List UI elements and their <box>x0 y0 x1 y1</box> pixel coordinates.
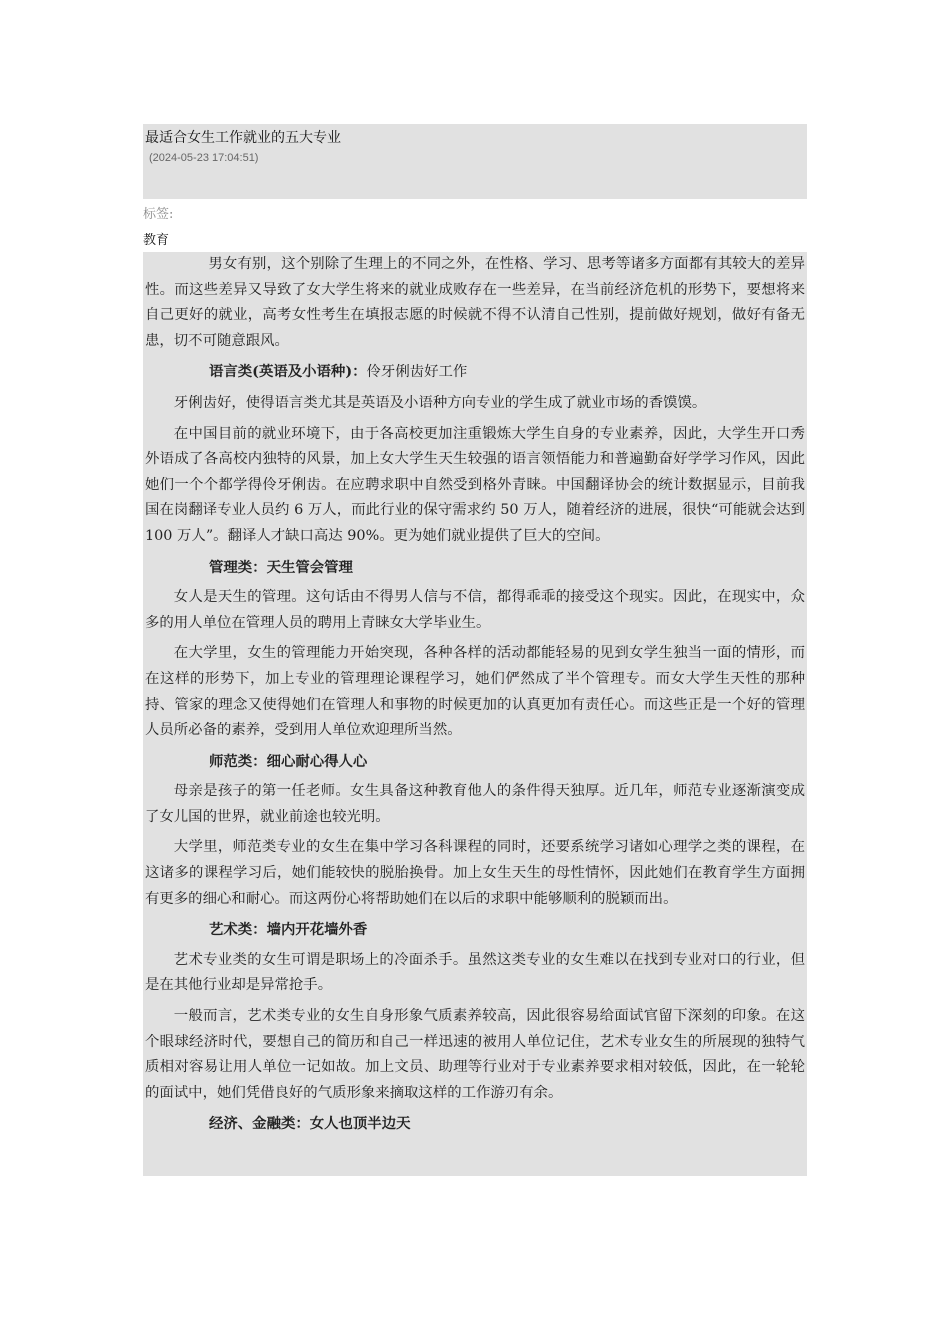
section-heading-management: 管理类：天生管会管理 <box>209 558 353 576</box>
section-heading-art: 艺术类：墙内开花墙外香 <box>209 921 368 939</box>
article-header <box>143 124 807 199</box>
tag-link[interactable]: 教育 <box>143 233 170 248</box>
section-heading-finance: 经济、金融类：女人也顶半边天 <box>209 1115 411 1133</box>
section-heading-text: 语言类(英语及小语种)： <box>209 363 367 381</box>
section-paragraph: 在大学里，女生的管理能力开始突现，各种各样的活动都能轻易的见到女学生独当一面的情形，而在这样的形势下，加上专业的管理理论课程学习，她们俨然成了半个管理专。而女大学生天性的那种持、管家的理念又使得她们在管理人和事物的时候更加的认真更加有责任心。而这些正是一个好的管理人员所必备的素养，受到用人单位欢迎理所当然。 <box>145 645 805 739</box>
article <box>143 124 807 1176</box>
section-paragraph: 牙俐齿好，使得语言类尤其是英语及小语种方向专业的学生成了就业市场的香馍馍。 <box>173 394 707 411</box>
section-heading-normal: 师范类：细心耐心得人心 <box>209 752 368 770</box>
section-paragraph: 母亲是孩子的第一任老师。女生具备这种教育他人的条件得天独厚。近几年，师范专业逐渐演变成了女儿国的世界，就业前途也较光明。 <box>145 783 805 825</box>
section-paragraph: 在中国目前的就业环境下，由于各高校更加注重锻炼大学生自身的专业素养，因此，大学生开口秀外语成了各高校内独特的风景，加上女大学生天生较强的语言领悟能力和普遍勤奋好学学习作风，因此她们一个个都学得伶牙俐齿。在应聘求职中自然受到格外青睐。中国翻译协会的统计数据显示，目前我国在岗翻译专业人员约 6 万人，而此行业的保守需求约 50 万人，随着经济的进展，很快“可能就会达到 100 万人”。翻译人才缺口高达 90%。更为她们就业提供了巨大的空间。 <box>145 425 805 544</box>
section-heading-sub: 伶牙俐齿好工作 <box>366 364 468 381</box>
article-date: (2024-05-23 17:04:51) <box>149 152 259 164</box>
section-paragraph: 一般而言，艺术类专业的女生自身形象气质素养较高，因此很容易给面试官留下深刻的印象。在这个眼球经济时代，要想自己的简历和自己一样迅速的被用人单位记住，艺术专业女生的所展现的独特气质相对容易让用人单位一记如故。加上文员、助理等行业对于专业素养要求相对较低，因此，在一轮轮的面试中，她们凭借良好的气质形象来摘取这样的工作游刃有余。 <box>145 1008 805 1101</box>
intro-paragraph: 男女有别，这个别除了生理上的不同之外，在性格、学习、思考等诸多方面都有其较大的差异性。而这些差异又导致了女大学生将来的就业成败存在一些差异，在当前经济危机的形势下，要想将来自己更好的就业，高考女性考生在填报志愿的时候就不得不认清自己性别，提前做好规划，做好有备无患，切不可随意跟风。 <box>145 256 805 349</box>
article-title[interactable]: 最适合女生工作就业的五大专业 <box>145 130 341 146</box>
section-paragraph: 大学里，师范类专业的女生在集中学习各科课程的同时，还要系统学习诸如心理学之类的课程，在这诸多的课程学习后，她们能较快的脱胎换骨。加上女生天生的母性情怀，因此她们在教育学生方面拥有更多的细心和耐心。而这两份心将帮助她们在以后的求职中能够顺利的脱颖而出。 <box>145 839 805 907</box>
section-paragraph: 艺术专业类的女生可谓是职场上的冷面杀手。虽然这类专业的女生难以在找到专业对口的行业，但是在其他行业却是异常抢手。 <box>145 951 805 994</box>
section-heading-language <box>145 359 805 386</box>
tags-label: 标签: <box>143 207 174 222</box>
article-body <box>143 252 807 1176</box>
section-paragraph: 女人是天生的管理。这句话由不得男人信与不信，都得乖乖的接受这个现实。因此，在现实中，众多的用人单位在管理人员的聘用上青睐女大学毕业生。 <box>145 589 805 631</box>
